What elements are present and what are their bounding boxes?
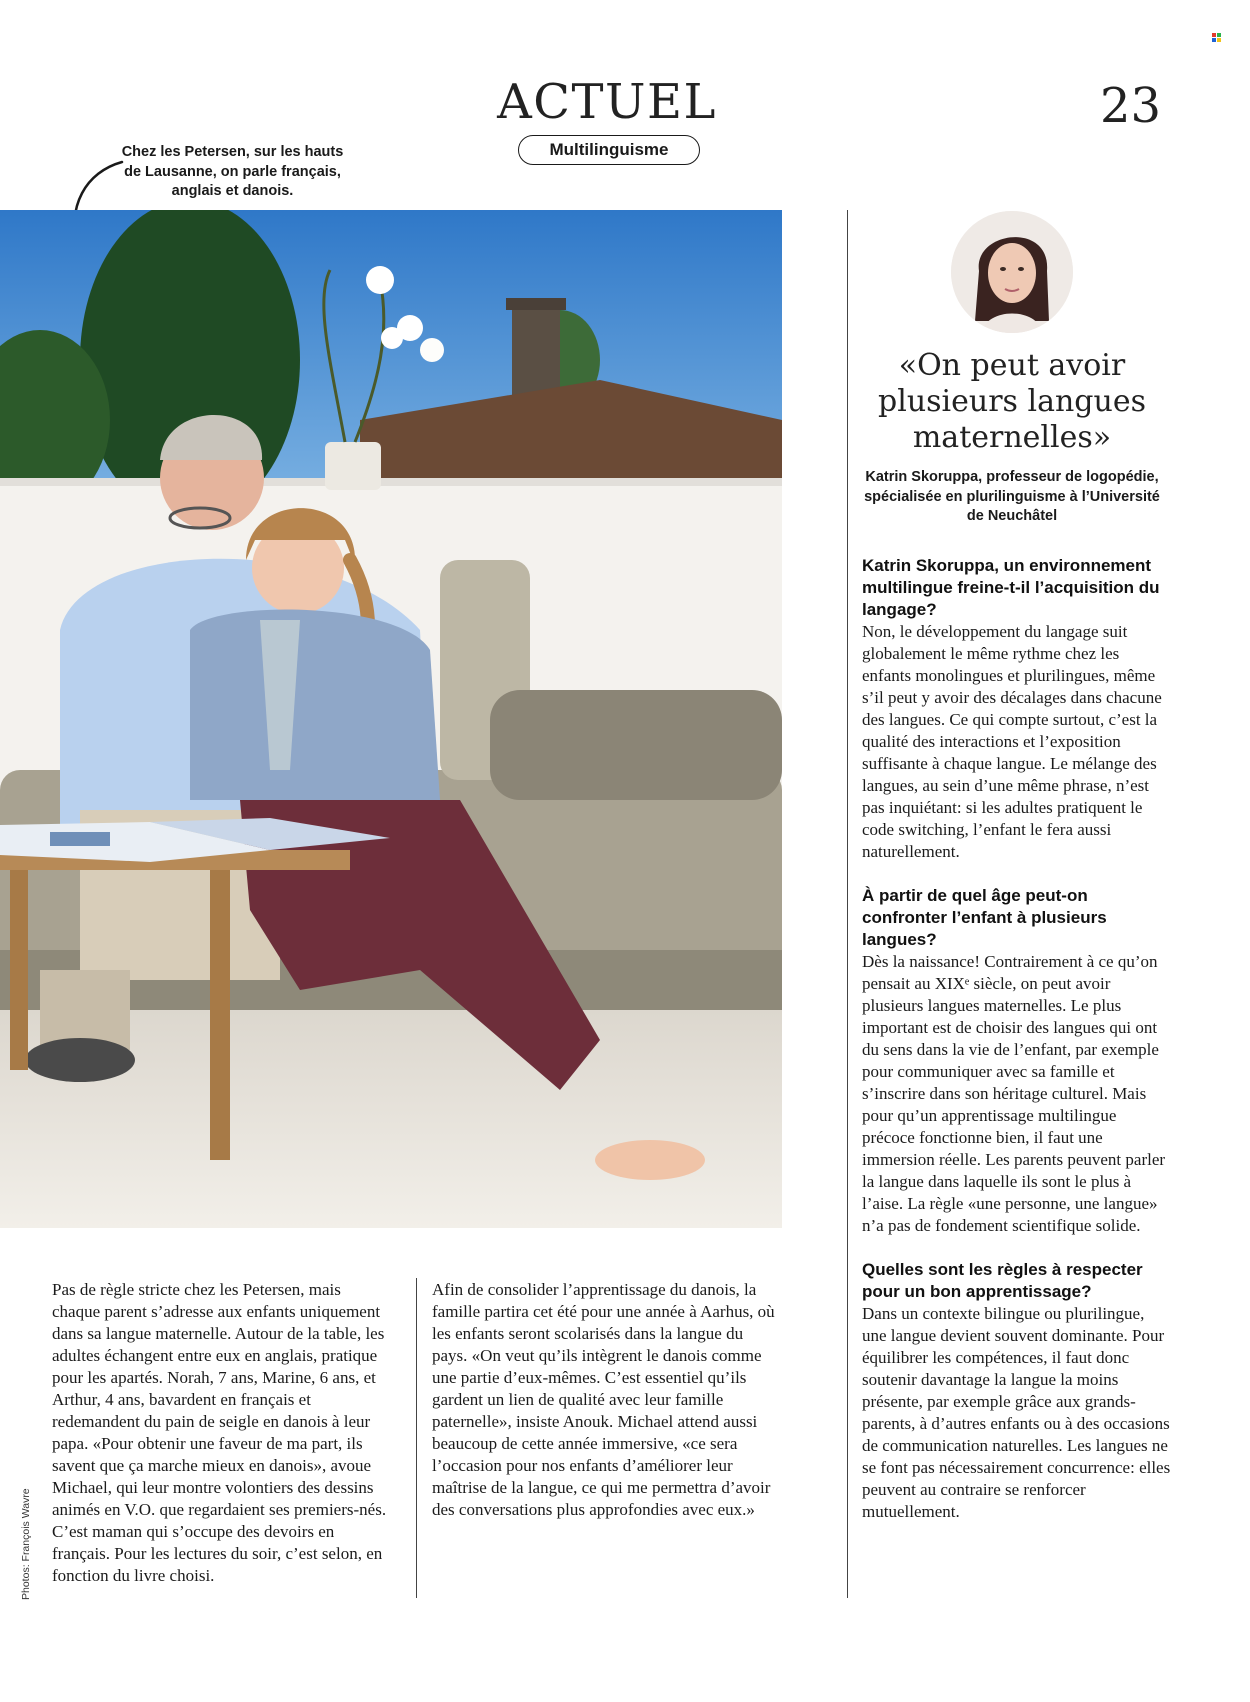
family-reading-photo [0,210,782,1228]
article-column-2 [432,1279,777,1521]
topic-tag: Multilinguisme [518,135,700,165]
expert-portrait [951,211,1073,333]
interview-question: Quelles sont les règles à respecter pour un bon apprentissage? [862,1260,1143,1301]
interview [862,555,1172,1545]
interview-question: À partir de quel âge peut-on confronter l’enfant à plusieurs langues? [862,886,1107,949]
page-number: 23 [1100,78,1162,134]
expert-byline: Katrin Skoruppa, professeur de logopédie, spécialisée en plurilinguisme à l’Université de Neuchâtel [864,469,1160,524]
article-paragraph: Pas de règle stricte chez les Petersen, mais chaque parent s’adresse aux enfants uniquement dans sa langue maternelle. Autour de la table, les adultes échangent entre eux en anglais, pratique pour les apartés. Norah, 7 ans, Marine, 6 ans, et Arthur, 4 ans, bavardent en français et redemandent du pain de seigle en danois à leur papa. «Pour obtenir une faveur de ma part, ils savent que ça marche mieux en danois», avoue Michael, qui leur montre volontiers des dessins animés en V.O. que regardaient ses premiers-nés. C’est maman qui s’occupe des devoirs en français. Pour les lectures du soir, c’est selon, en fonction du livre choisi. [52,1280,387,1585]
column-rule-2 [847,210,848,1598]
column-rule-1 [416,1278,417,1598]
section-title: ACTUEL [497,74,717,130]
interview-answer: Dans un contexte bilingue ou plurilingue, une langue devient souvent dominante. Pour équilibrer les compétences, il faut donc soutenir davantage la langue la moins présente, par exemple grâce aux grands-parents, à d’autres enfants ou à des occasions de communication naturelles. Les langues ne se font pas nécessairement concurrence: elles peuvent au contraire se renforcer mutuellement. [862,1304,1171,1521]
photo-credit-text: Photos: François Wavre [20,1488,32,1600]
photo-caption: Chez les Petersen, sur les hauts de Lausanne, on parle français, anglais et danois. [121,144,344,199]
pull-quote: «On peut avoir plusieurs langues maternelles» [878,348,1146,455]
interview-answer: Dès la naissance! Contrairement à ce qu’on pensait au XIXᵉ siècle, on peut avoir plusieurs langues maternelles. Le plus important est de choisir des langues qui ont du sens dans la vie de l’enfant, par exemple pour communiquer avec sa famille et s’inscrire dans son héritage culturel. Mais pour qu’un apprentissage multilingue précoce fonctionne bien, il faut une immersion réelle. Les parents peuvent parler la langue dans laquelle ils sont le plus à l’aise. La règle «une personne, une langue» n’a pas de fondement scientifique solide. [862,952,1166,1235]
registration-mark-icon [1212,33,1221,42]
article-column-1 [52,1279,392,1587]
interview-answer: Non, le développement du langage suit globalement le même rythme chez les enfants monolingues et plurilingues, même s’il peut y avoir des décalages dans chacune des langues. Ce qui compte surtout, c’est la qualité des interactions et l’exposition suffisante à chaque langue. Le mélange des langues, au sein d’une même phrase, n’est pas inquiétant: si les adultes pratiquent le code switching, l’enfant le fera aussi naturellement. [862,622,1162,861]
photo-credit [20,1488,36,1616]
interview-question: Katrin Skoruppa, un environnement multilingue freine-t-il l’acquisition du langage? [862,556,1160,619]
article-paragraph: Afin de consolider l’apprentissage du danois, la famille partira cet été pour une année à Aarhus, où les enfants seront scolarisés dans la langue du pays. «On veut qu’ils intègrent le danois comme une partie d’eux-mêmes. C’est essentiel qu’ils gardent un lien de qualité avec leur famille paternelle», insiste Anouk. Michael attend aussi beaucoup de cette année immersive, «ce sera l’occasion pour nos enfants d’améliorer leur maîtrise de la langue, ce qui me permettra d’avoir des conversations plus approfondies avec eux.» [432,1280,775,1519]
